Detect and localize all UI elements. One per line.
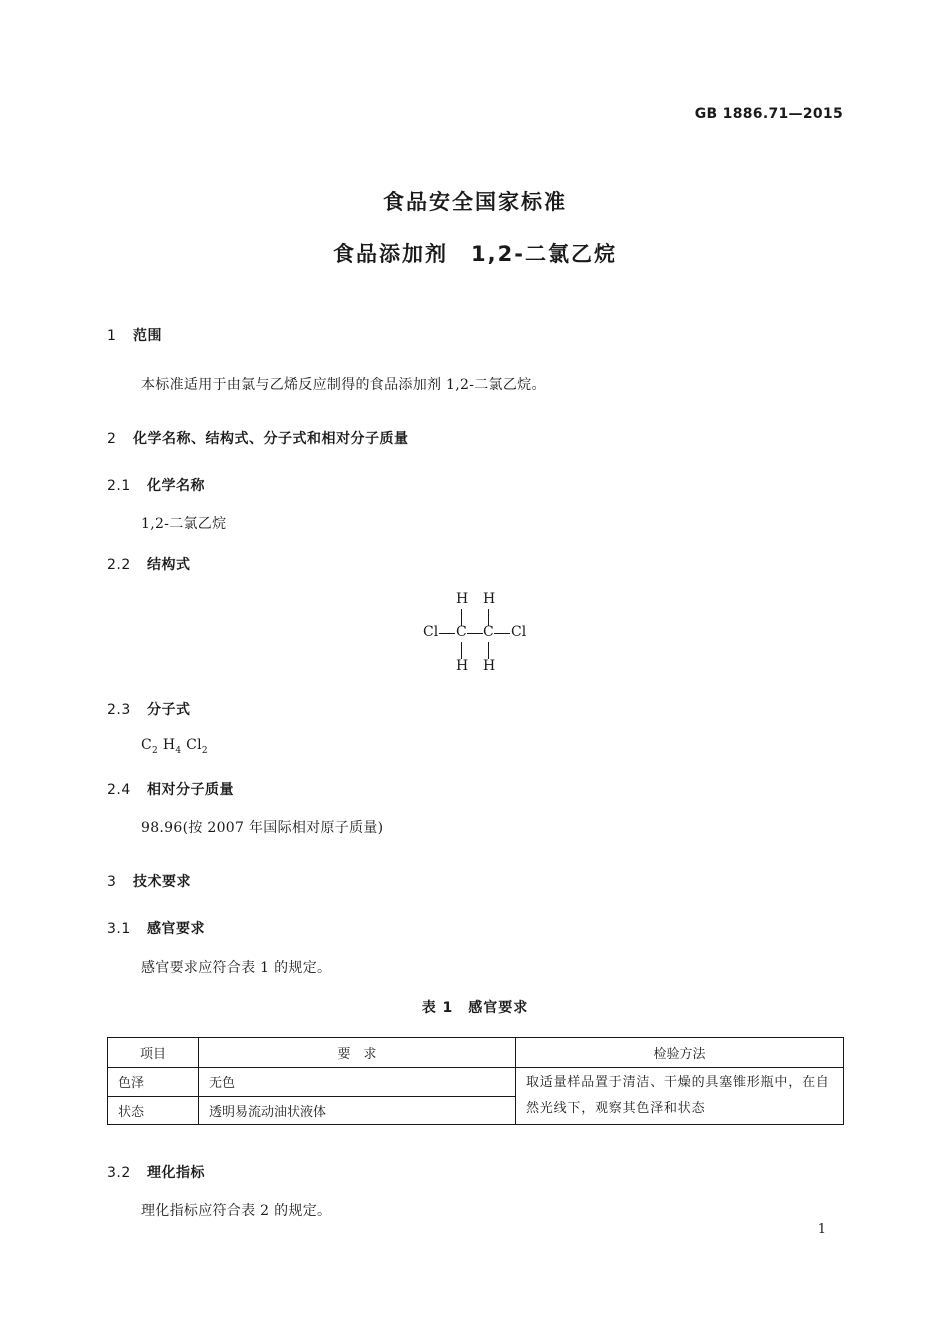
section-3-2-body: 理化指标应符合表 2 的规定。 [141, 1203, 332, 1219]
section-title: 化学名称 [147, 478, 205, 494]
table-1-sensory-requirements [107, 1037, 844, 1125]
table-header-item: 项目 [108, 1038, 199, 1068]
section-title: 感官要求 [147, 921, 205, 937]
element-cl: Cl [186, 737, 202, 753]
section-3-1-heading [107, 918, 205, 938]
bond-vertical [488, 642, 489, 659]
section-number: 1 [107, 328, 117, 344]
section-number: 3.1 [107, 921, 131, 937]
atom-h-bottom-left: H [456, 658, 469, 674]
document-title-line2: 食品添加剂 1,2-二氯乙烷 [333, 242, 617, 266]
subscript: 4 [175, 745, 182, 756]
atom-cl-left: Cl [423, 624, 439, 640]
chemical-name: 1,2-二氯乙烷 [141, 516, 227, 532]
table-header-method: 检验方法 [516, 1038, 844, 1068]
section-3-heading [107, 871, 191, 891]
standard-number: GB 1886.71—2015 [694, 106, 843, 122]
section-number: 2.2 [107, 557, 131, 573]
atom-cl-right: Cl [511, 624, 527, 640]
atom-h-top-right: H [483, 591, 496, 607]
bond-horizontal [467, 633, 483, 634]
section-number: 2.1 [107, 478, 131, 494]
section-title: 范围 [133, 328, 162, 344]
section-number: 2.3 [107, 702, 131, 718]
page-number: 1 [817, 1222, 826, 1237]
atom-c-right: C [483, 624, 494, 640]
bond-vertical [461, 642, 462, 659]
section-3-1-body: 感官要求应符合表 1 的规定。 [141, 960, 332, 976]
table-cell-requirement: 透明易流动油状液体 [199, 1096, 516, 1125]
section-number: 3.2 [107, 1165, 131, 1181]
atom-h-top-left: H [456, 591, 469, 607]
section-1-heading [107, 325, 162, 345]
table-cell-item: 状态 [108, 1096, 199, 1125]
section-title: 技术要求 [133, 874, 191, 890]
element-c: C [141, 737, 153, 753]
section-title: 结构式 [147, 557, 191, 573]
subscript: 2 [152, 745, 159, 756]
table-header-requirement: 要 求 [199, 1038, 516, 1068]
molecular-mass: 98.96(按 2007 年国际相对原子质量) [141, 820, 384, 836]
table-header-row [108, 1038, 844, 1068]
table-1-caption: 表 1 感官要求 [421, 1000, 529, 1016]
table-row [108, 1068, 844, 1097]
section-1-body: 本标准适用于由氯与乙烯反应制得的食品添加剂 1,2-二氯乙烷。 [141, 377, 546, 393]
table-cell-item: 色泽 [108, 1068, 199, 1097]
section-number: 2.4 [107, 782, 131, 798]
atom-h-bottom-right: H [483, 658, 496, 674]
section-title: 化学名称、结构式、分子式和相对分子质量 [133, 431, 409, 447]
section-3-2-heading [107, 1162, 205, 1182]
bond-horizontal [494, 633, 510, 634]
element-h: H [162, 737, 176, 753]
section-2-2-heading [107, 554, 191, 574]
section-number: 3 [107, 874, 117, 890]
table-cell-method: 取适量样品置于清洁、干燥的具塞锥形瓶中，在自然光线下，观察其色泽和状态 [516, 1068, 844, 1125]
section-number: 2 [107, 431, 117, 447]
section-2-4-heading [107, 779, 234, 799]
section-title: 分子式 [147, 702, 191, 718]
document-title-line1: 食品安全国家标准 [383, 190, 567, 214]
section-2-heading [107, 428, 409, 448]
subscript: 2 [201, 745, 208, 756]
table-cell-requirement: 无色 [199, 1068, 516, 1097]
bond-horizontal [439, 633, 455, 634]
section-title: 理化指标 [147, 1165, 205, 1181]
molecular-formula [141, 737, 208, 756]
atom-c-left: C [456, 624, 467, 640]
section-title: 相对分子质量 [147, 782, 234, 798]
section-2-3-heading [107, 699, 191, 719]
section-2-1-heading [107, 475, 205, 495]
